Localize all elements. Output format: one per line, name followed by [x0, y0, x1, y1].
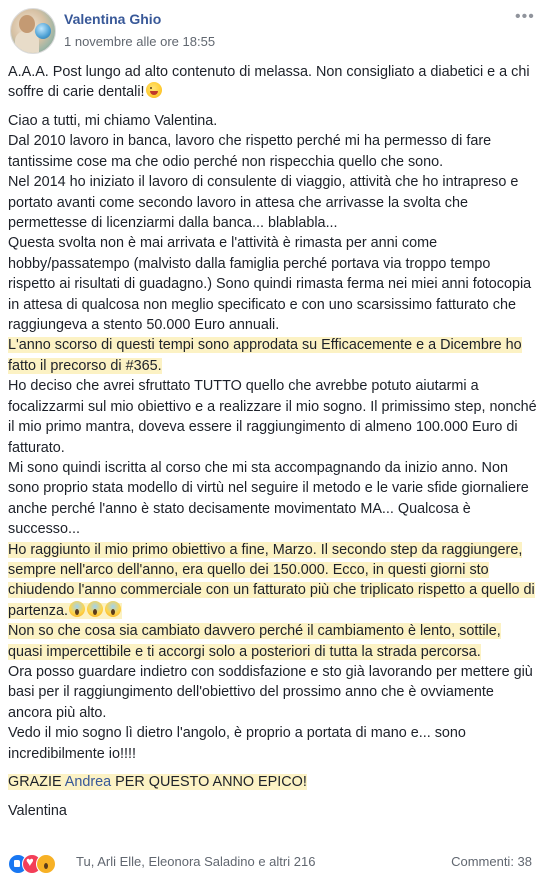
highlighted-paragraph: Ho raggiunto il mio primo obiettivo a fine, Marzo. Il secondo step da raggiungere, sempre nell'arco dell'anno, era quello dei 150.000. Ecco, in questi giorni sto chiudendo l'anno commerciale con un fatturato più che triplicato rispetto a quello di partenza. — [8, 541, 535, 619]
post-intro: A.A.A. Post lungo ad alto contenuto di melassa. Non consigliato a diabetici e a chi soffre di carie dentali! — [8, 64, 530, 101]
reactions-summary[interactable] — [8, 854, 66, 874]
post-paragraph: Ho deciso che avrei sfruttato TUTTO quello che avrebbe potuto aiutarmi a focalizzarmi sul mio obiettivo e a realizzare il mio sogno. Il primissimo step, nonché il mio primo mantra, doveva essere il raggiungimento di almeno 100.000 Euro di fatturato. — [8, 378, 537, 456]
post-paragraph: Mi sono quindi iscritta al corso che mi sta accompagnando da inizio anno. Non sono proprio stata modello di virtù nel seguire il metodo e le varie sfide giornaliere anche perché l'anno è stato decisamente movimentato MA... Qualcosa è successo... — [8, 459, 529, 538]
thanks-line: GRAZIE Andrea PER QUESTO ANNO EPICO! — [8, 774, 307, 791]
post-paragraph: Questa svolta non è mai arrivata e l'attività è rimasta per anni come hobby/passatempo (malvisto dalla famiglia perché portava via troppo tempo rispetto ai risultati di guadagno.) Sono quindi rimasta ferma nei miei anni fotocopia in attesa di qualcosa non meglio specificato e con uno scarsissimo fatturato che raggiungeva a stento 50.000 Euro annuali. — [8, 235, 532, 334]
highlighted-paragraph: Non so che cosa sia cambiato davvero perché il cambiamento è lento, sottile, quasi impercettibile e ti accorgi solo a posteriori di tutta la strada percorsa. — [8, 623, 501, 660]
post-timestamp[interactable]: 1 novembre alle ore 18:55 — [64, 34, 216, 49]
post-header — [10, 8, 537, 54]
post-footer — [8, 852, 538, 874]
post-paragraph: Ciao a tutti, mi chiamo Valentina. — [8, 113, 218, 129]
scream-emoji-icon — [69, 601, 85, 617]
post-body — [8, 62, 538, 821]
comments-count[interactable]: Commenti: 38 — [451, 854, 532, 869]
signature: Valentina — [8, 802, 67, 819]
winking-tongue-emoji-icon — [146, 82, 162, 98]
post-paragraph: Nel 2014 ho iniziato il lavoro di consulente di viaggio, attività che ho intrapreso e portato avanti come secondo lavoro in attesa che arrivasse la svolta che permettesse di licenziarmi dalla banca... blablabla... — [8, 174, 519, 232]
highlighted-paragraph: L'anno scorso di questi tempi sono approdata su Efficacemente e a Dicembre ho fatto il precorso di #365. — [8, 337, 522, 374]
mention-andrea[interactable]: Andrea — [64, 774, 112, 791]
author-name[interactable]: Valentina Ghio — [64, 11, 162, 27]
post-paragraph: Vedo il mio sogno lì dietro l'angolo, è proprio a portata di mano e... sono incredibilmente io!!!! — [8, 725, 466, 762]
scream-emoji-icon — [105, 601, 121, 617]
wow-reaction-icon — [36, 854, 56, 874]
post-paragraph: Dal 2010 lavoro in banca, lavoro che rispetto perché mi ha permesso di fare tantissime cose ma che odio perché non rispecchia quello che sono. — [8, 133, 492, 170]
scream-emoji-icon — [87, 601, 103, 617]
more-options-icon[interactable]: ••• — [515, 8, 535, 25]
post-paragraph: Ora posso guardare indietro con soddisfazione e sto già lavorando per mettere giù basi per il raggiungimento dell'obiettivo del prossimo anno che è ovviamente ancora più alto. — [8, 663, 533, 721]
avatar[interactable] — [10, 8, 56, 54]
reactors-names[interactable]: Tu, Arli Elle, Eleonora Saladino e altri 216 — [76, 854, 316, 869]
